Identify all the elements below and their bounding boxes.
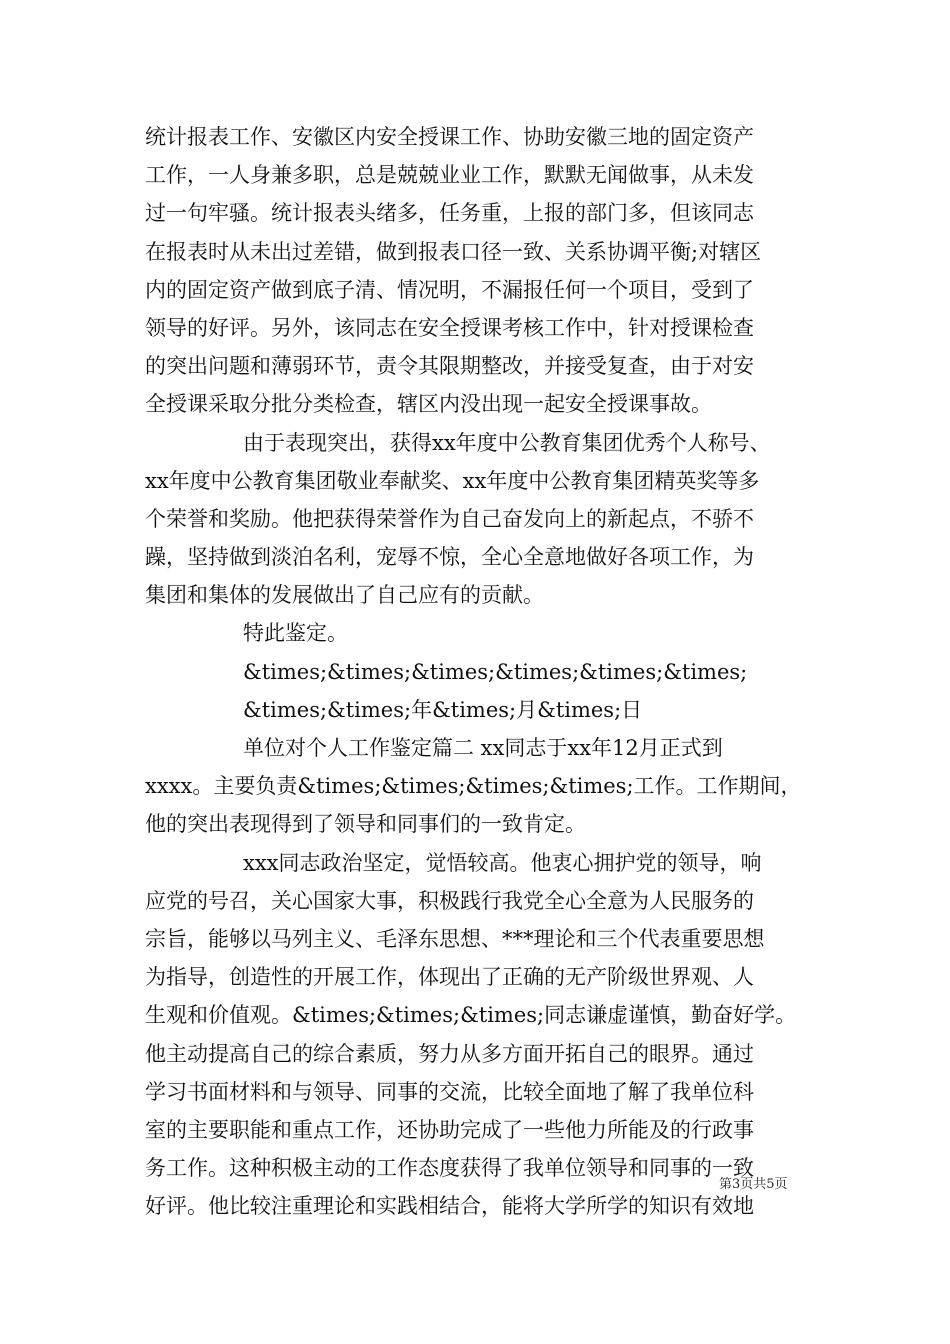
text-line: 过一句牢骚。统计报表头绪多，任务重，上报的部门多，但该同志 [145, 201, 754, 226]
text-line: 的突出问题和薄弱环节，责令其限期整改，并接受复查，由于对安 [145, 354, 754, 379]
text-line: 内的固定资产做到底子清、情况明，不漏报任何一个项目，受到了 [145, 277, 754, 302]
document-body [145, 118, 810, 1225]
text-line: 应党的号召，关心国家大事，积极践行我党全心全意为人民服务的 [145, 888, 754, 913]
text-line: 生观和价值观。&times;&times;&times;同志谦虚谨慎，勤奋好学。 [145, 1003, 797, 1028]
text-line: &times;&times;&times;&times;&times;&times; [243, 659, 748, 684]
text-line: 为指导，创造性的开展工作，体现出了正确的无产阶级世界观、人 [145, 965, 754, 990]
text-line: 特此鉴定。 [243, 621, 348, 646]
text-line: 他主动提高自己的综合素质，努力从多方面开拓自己的眼界。通过 [145, 1041, 754, 1066]
text-line: 在报表时从未出过差错，做到报表口径一致、关系协调平衡;对辖区 [145, 239, 762, 264]
text-line: 个荣誉和奖励。他把获得荣誉作为自己奋发向上的新起点，不骄不 [145, 506, 754, 531]
text-line: 统计报表工作、安徽区内安全授课工作、协助安徽三地的固定资产 [145, 125, 754, 149]
text-line: 集团和集体的发展做出了自己应有的贡献。 [145, 583, 544, 608]
text-line: 全授课采取分批分类检查，辖区内没出现一起安全授课事故。 [145, 392, 712, 417]
page-number-footer: 第3页共5页 [719, 1177, 788, 1192]
text-line: 务工作。这种积极主动的工作态度获得了我单位领导和同事的一致 [145, 1156, 754, 1181]
text-line: 领导的好评。另外，该同志在安全授课考核工作中，针对授课检查 [145, 315, 754, 340]
text-line: 宗旨，能够以马列主义、毛泽东思想、***理论和三个代表重要思想 [145, 926, 765, 951]
text-line: 学习书面材料和与领导、同事的交流，比较全面地了解了我单位科 [145, 1079, 754, 1104]
text-line: &times;&times;年&times;月&times;日 [243, 697, 643, 722]
text-line: 工作，一人身兼多职，总是兢兢业业工作，默默无闻做事，从未发 [145, 163, 754, 188]
text-line: xxx同志政治坚定，觉悟较高。他衷心拥护党的领导，响 [243, 850, 762, 875]
text-line: 躁，坚持做到淡泊名利，宠辱不惊，全心全意地做好各项工作，为 [145, 545, 754, 570]
text-line: xx年度中公教育集团敬业奉献奖、xx年度中公教育集团精英奖等多 [145, 468, 760, 493]
text-line: 单位对个人工作鉴定篇二 xx同志于xx年12月正式到 [243, 736, 723, 760]
text-line: xxxx。主要负责&times;&times;&times;&times;工作。工作期间， [145, 774, 802, 799]
text-line: 好评。他比较注重理论和实践相结合，能将大学所学的知识有效地 [145, 1194, 754, 1219]
text-line: 室的主要职能和重点工作，还协助完成了一些他力所能及的行政事 [145, 1117, 754, 1142]
text-line: 由于表现突出，获得xx年度中公教育集团优秀个人称号、 [243, 430, 771, 455]
text-line: 他的突出表现得到了领导和同事们的一致肯定。 [145, 812, 586, 837]
